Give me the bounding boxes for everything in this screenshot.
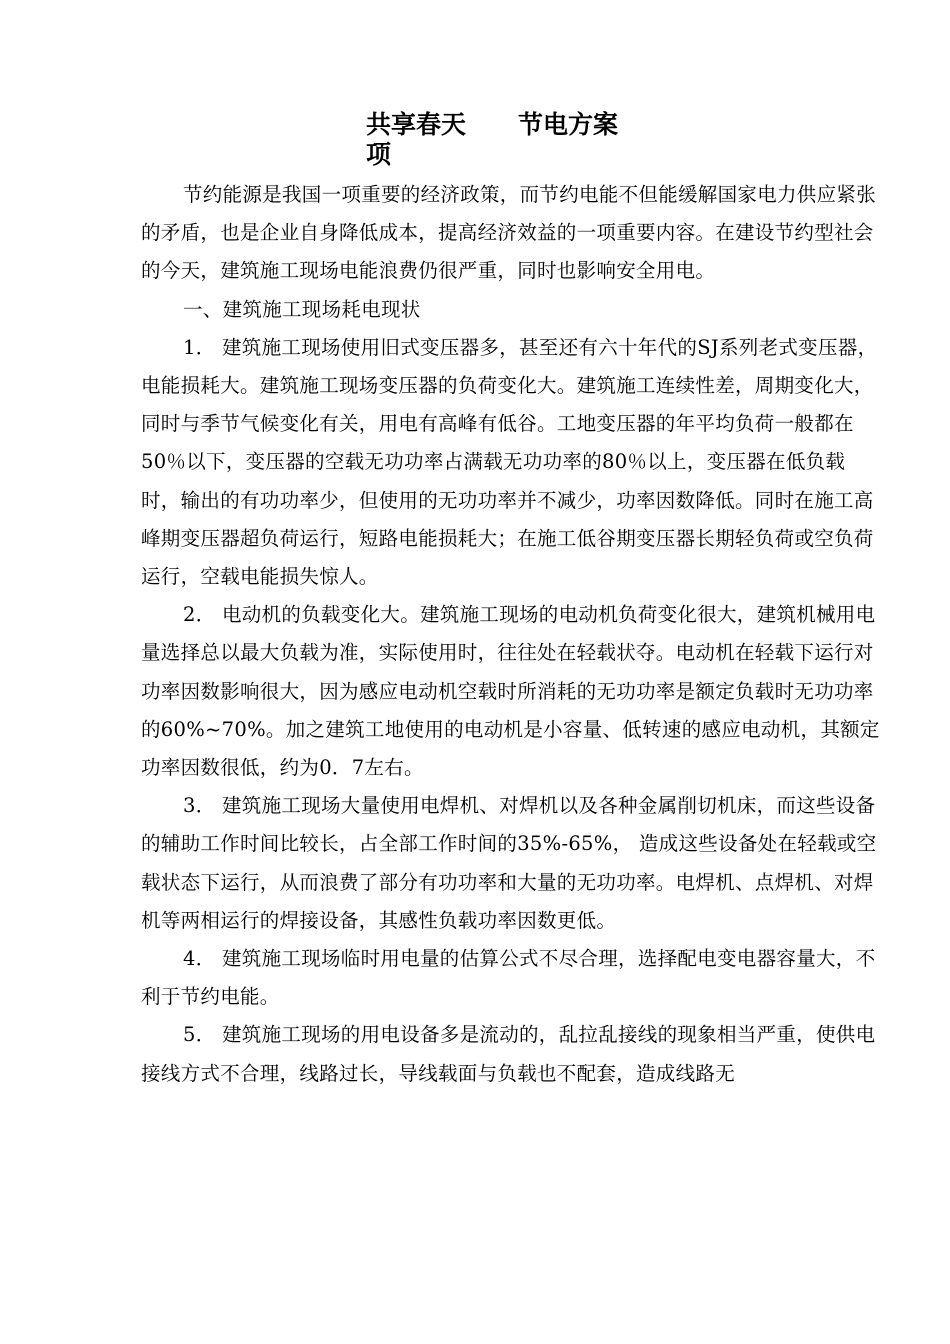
section-heading: 一、建筑施工现场耗电现状 — [183, 297, 421, 321]
paragraph-item-2: 2． 电动机的负载变化大。建筑施工现场的电动机负荷变化很大，建筑机械用电量选择总以最大负载为准，实际使用时，往往处在轻载状夺。电动机在轻载下运行对功率因数影响很大，因为感应电动机空载时所消耗的无功功率是额定负载时无功功率的60%~70%。加之建筑工地使用的电动机是小容量、低转速的感应电动机，其额定功率因数很低，约为0．7左右。 — [141, 603, 880, 780]
paragraph-item-3: 3． 建筑施工现场大量使用电焊机、对焊机以及各种金属削切机床，而这些设备的辅助工作时间比较长，占全部工作时间的35%-65%， 造成这些设备处在轻载或空载状态下运行，从而浪费了部分有功功率和大量的无功功率。电焊机、点焊机、对焊机等两相运行的焊接设备，其感性负载功率因数更低。 — [141, 794, 877, 932]
paragraph-item-4: 4． 建筑施工现场临时用电量的估算公式不尽合理，选择配电变电器容量大，不利于节约电能。 — [141, 947, 876, 1009]
paragraph-item-5: 5． 建筑施工现场的用电设备多是流动的，乱拉乱接线的现象相当严重，使供电接线方式不合理，线路过长，导线载面与负载也不配套，造成线路无 — [141, 1023, 876, 1085]
paragraph-intro: 节约能源是我国一项重要的经济政策，而节约电能不但能缓解国家电力供应紧张的矛盾，也是企业自身降低成本，提高经济效益的一项重要内容。在建设节约型社会的今天，建筑施工现场电能浪费仍很严重，同时也影响安全用电。 — [141, 183, 877, 283]
title-left-part: 共享春天项 — [366, 110, 467, 169]
document-body — [141, 176, 881, 1093]
paragraph-item-1: 1． 建筑施工现场使用旧式变压器多，甚至还有六十年代的SJ系列老式变压器，电能损耗大。建筑施工现场变压器的负荷变化大。建筑施工连续性差，周期变化大，同时与季节气候变化有关，用电有高峰有低谷。工地变压器的年平均负荷一般都在50％以下，变压器的空载无功功率占满载无功功率的80％以上，变压器在低负载时，输出的有功功率少，但使用的无功功率并不减少，功率因数降低。同时在施工高峰期变压器超负荷运行，短路电能损耗大；在施工低谷期变压器长期轻负荷或空负荷运行，空载电能损失惊人。 — [141, 335, 878, 589]
title-right-part: 节电方案 — [518, 110, 619, 139]
